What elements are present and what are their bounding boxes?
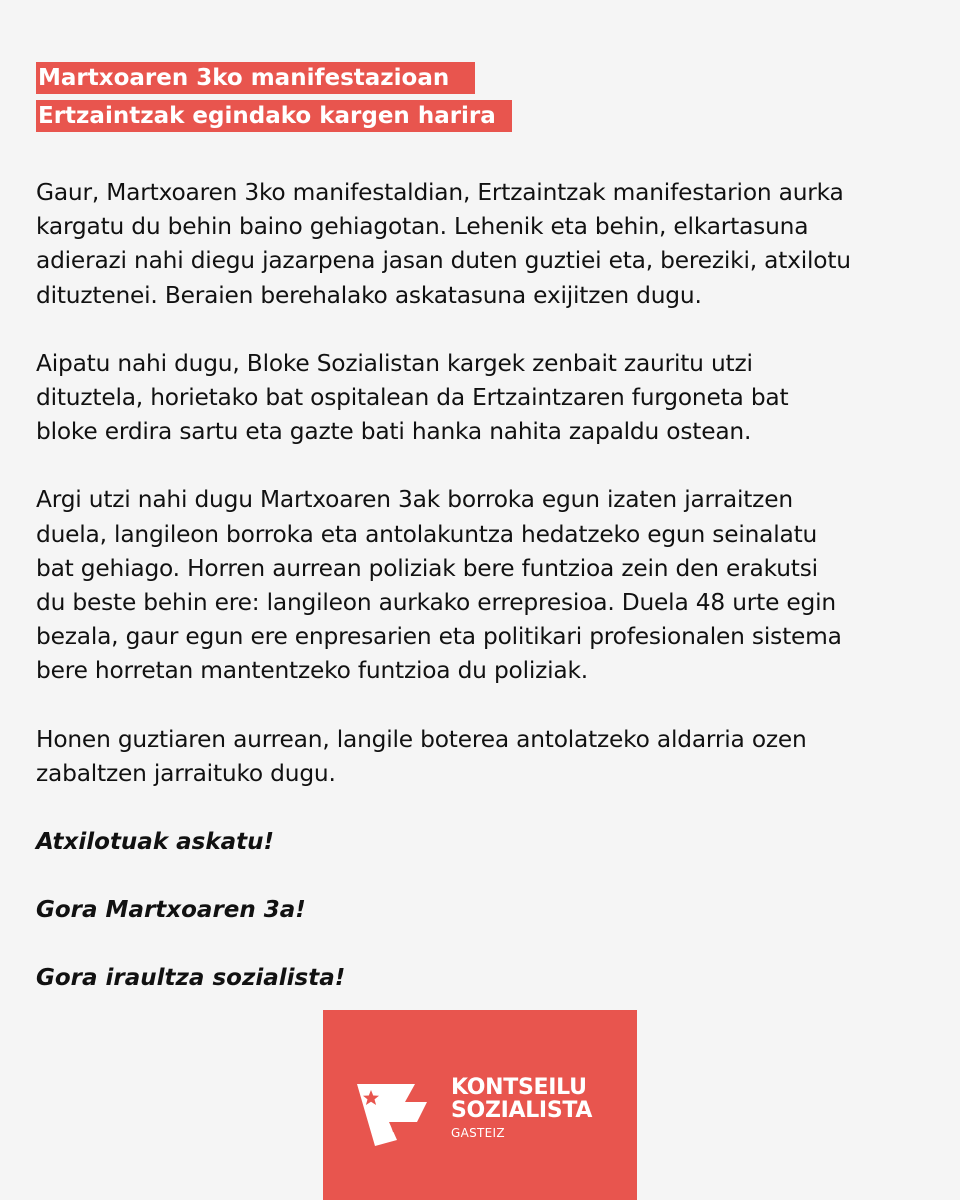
paragraph-2: Aipatu nahi dugu, Bloke Sozialistan kargek zenbait zauritu utzi dituztela, horietako bat ospitalean da Ertzaintzaren furgoneta bat bloke erdira sartu eta gazte bati hanka nahita zapaldu ostean. bbox=[36, 349, 789, 446]
organization-logo bbox=[323, 1010, 637, 1200]
red-flag-star-icon bbox=[357, 1080, 435, 1146]
paragraph-1: Gaur, Martxoaren 3ko manifestaldian, Ertzaintzak manifestarion aurka kargatu du behin baino gehiagotan. Lehenik eta behin, elkartasuna adierazi nahi diegu jazarpena jasan duten guztiei eta, bereziki, atxilotu dituztenei. Beraien berehalako askatasuna exijitzen dugu. bbox=[36, 179, 851, 309]
paragraph-4: Honen guztiaren aurrean, langile boterea antolatzeko aldarria ozen zabaltzen jarraituko dugu. bbox=[36, 725, 807, 787]
slogan-2: Gora Martxoaren 3a! bbox=[36, 897, 306, 924]
paragraph-3: Argi utzi nahi dugu Martxoaren 3ak borroka egun izaten jarraitzen duela, langileon borroka eta antolakuntza hedatzeko egun seinalatu bat gehiago. Horren aurrean poliziak bere funtzioa zein den erakutsi du beste behin ere: langileon aurkako errepresioa. Duela 48 urte egin bezala, gaur egun ere enpresarien eta politikari profesionalen sistema bere horretan mantentzeko funtzioa du poliziak. bbox=[36, 486, 842, 685]
logo-line-2: SOZIALISTA bbox=[451, 1098, 593, 1123]
slogan-1: Atxilotuak askatu! bbox=[36, 829, 275, 856]
logo-sub: GASTEIZ bbox=[451, 1126, 505, 1140]
title-line-2: Ertzaintzak egindako kargen harira bbox=[36, 100, 512, 132]
slogan-3: Gora iraultza sozialista! bbox=[36, 965, 346, 992]
statement-title bbox=[36, 62, 924, 138]
title-line-1: Martxoaren 3ko manifestazioan bbox=[36, 62, 475, 94]
logo-line-1: KONTSEILU bbox=[451, 1075, 587, 1100]
